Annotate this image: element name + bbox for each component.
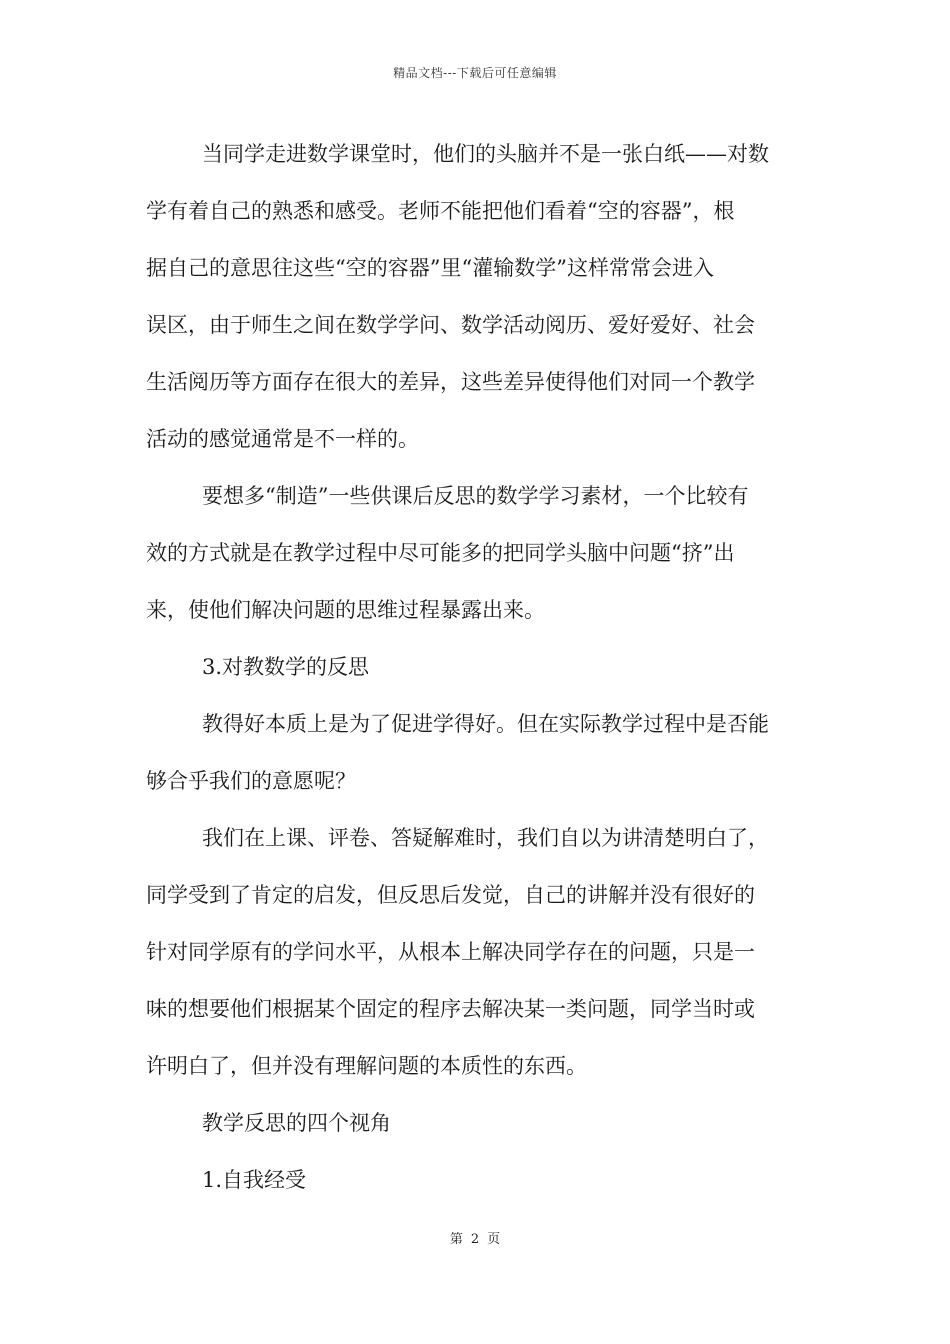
text-line: 教学反思的四个视角 xyxy=(202,1111,391,1135)
paragraph xyxy=(146,126,808,468)
page-number-prefix: 第 xyxy=(449,1232,463,1247)
section-heading xyxy=(146,1095,808,1152)
text-line: 1.自我经受 xyxy=(202,1168,307,1192)
section-heading xyxy=(146,639,808,696)
text-line: 我们在上课、评卷、答疑解难时，我们自以为讲清楚明白了， xyxy=(202,826,769,850)
paragraph xyxy=(146,468,808,639)
text-line: 许明白了，但并没有理解问题的本质性的东西。 xyxy=(146,1054,587,1078)
text-line: 3.对教数学的反思 xyxy=(202,655,370,679)
text-line: 效的方式就是在教学过程中尽可能多的把同学头脑中问题“挤”出 xyxy=(146,541,735,565)
page-number-suffix: 页 xyxy=(487,1232,501,1247)
text-line: 同学受到了肯定的启发，但反思后发觉，自己的讲解并没有很好的 xyxy=(146,883,755,907)
page-number: 2 xyxy=(470,1232,480,1247)
text-line: 来，使他们解决问题的思维过程暴露出来。 xyxy=(146,598,545,622)
text-line: 误区，由于师生之间在数学学问、数学活动阅历、爱好爱好、社会 xyxy=(146,313,755,337)
text-line: 当同学走进数学课堂时，他们的头脑并不是一张白纸——对数 xyxy=(202,142,769,166)
page-header: 精品文档---下载后可任意编辑 xyxy=(393,66,557,80)
text-line: 教得好本质上是为了促进学得好。但在实际教学过程中是否能 xyxy=(202,712,769,736)
text-line: 据自己的意思往这些“空的容器”里“灌输数学”这样常常会进入 xyxy=(146,256,714,280)
document-body xyxy=(146,126,808,1209)
text-line: 生活阅历等方面存在很大的差异，这些差异使得他们对同一个教学 xyxy=(146,370,755,394)
text-line: 学有着自己的熟悉和感受。老师不能把他们看着“空的容器”，根 xyxy=(146,199,735,223)
text-line: 够合乎我们的意愿呢？ xyxy=(146,769,356,793)
text-line: 要想多“制造”一些供课后反思的数学学习素材，一个比较有 xyxy=(202,484,749,508)
section-heading xyxy=(146,1152,808,1209)
text-line: 活动的感觉通常是不一样的。 xyxy=(146,427,419,451)
paragraph xyxy=(146,810,808,1095)
paragraph xyxy=(146,696,808,810)
text-line: 味的想要他们根据某个固定的程序去解决某一类问题，同学当时或 xyxy=(146,997,755,1021)
text-line: 针对同学原有的学问水平，从根本上解决同学存在的问题，只是一 xyxy=(146,940,755,964)
page-footer xyxy=(0,1228,950,1247)
